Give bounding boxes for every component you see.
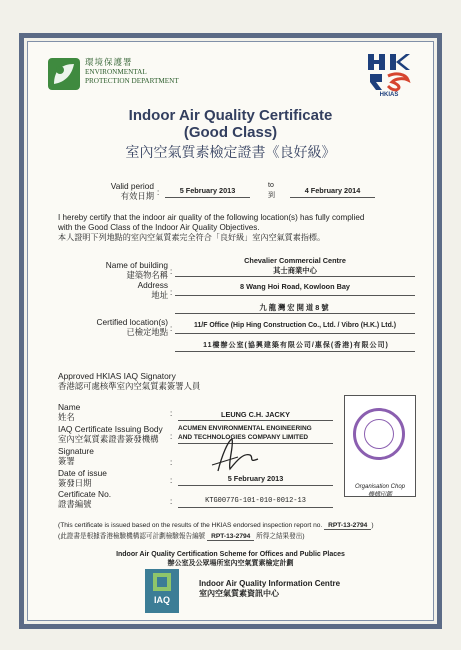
title-line3-zh: 室內空氣質素檢定證書《良好級》 bbox=[125, 145, 336, 161]
info-centre-en: Indoor Air Quality Information Centre bbox=[199, 579, 341, 588]
organisation-chop-label-zh: 機構印鑑 bbox=[367, 492, 392, 498]
colon: : bbox=[170, 324, 173, 333]
valid-period-label bbox=[90, 181, 154, 201]
report-reference bbox=[58, 520, 428, 542]
colon: : bbox=[170, 288, 173, 297]
signature-label-en: Signature bbox=[58, 446, 94, 456]
address-line bbox=[175, 295, 415, 296]
epd-name-zh: 環境保護署 bbox=[85, 57, 133, 67]
address-label-zh: 地址 bbox=[151, 290, 168, 300]
report-line1 bbox=[58, 520, 428, 531]
date-of-issue-label-zh: 簽發日期 bbox=[58, 478, 92, 488]
certified-location-line bbox=[175, 333, 415, 334]
report-line1-prefix: (This certificate is issued based on the results of the HKIAS endorsed inspection report no. bbox=[58, 522, 323, 529]
certified-location-zh: 11樓辦公室(協興建築有限公司/惠保(香港)有限公司) bbox=[203, 342, 389, 349]
signatory-name-label-zh: 姓名 bbox=[58, 412, 75, 422]
valid-to-label bbox=[268, 181, 275, 201]
certified-location-label-en: Certified location(s) bbox=[96, 317, 168, 327]
report-line2-suffix: 所得之結果發出) bbox=[256, 533, 305, 540]
certificate-no-label-en: Certificate No. bbox=[58, 489, 112, 499]
scheme-name bbox=[0, 550, 461, 568]
iaq-logo-text: IAQ bbox=[153, 595, 170, 605]
valid-to-label-en: to bbox=[268, 182, 274, 189]
scheme-name-en: Indoor Air Quality Certification Scheme for Offices and Public Places bbox=[116, 551, 345, 558]
certificate-no-value: KTG0077G-101-010-0012-13 bbox=[205, 497, 306, 505]
scheme-name-zh: 辦公室及公眾場所室內空氣質素檢定計劃 bbox=[167, 560, 294, 567]
address-label-en: Address bbox=[137, 280, 168, 290]
organisation-seal-inner bbox=[364, 419, 394, 449]
issuing-body-label-en: IAQ Certificate Issuing Body bbox=[58, 424, 163, 434]
colon: : bbox=[170, 267, 173, 276]
handwritten-signature-icon bbox=[198, 435, 278, 475]
certified-location-label bbox=[70, 317, 168, 337]
title-line2: (Good Class) bbox=[183, 124, 278, 141]
valid-to-value: 4 February 2014 bbox=[304, 186, 361, 195]
colon: : bbox=[170, 458, 173, 467]
valid-to-label-zh: 到 bbox=[268, 192, 275, 199]
signatory-heading bbox=[58, 371, 200, 391]
certificate-no-label bbox=[58, 489, 111, 509]
issuing-body-line2: AND TECHNOLOGIES COMPANY LIMITED bbox=[178, 434, 309, 441]
report-line1-suffix: ) bbox=[371, 522, 374, 529]
signatory-name-label-en: Name bbox=[58, 402, 81, 412]
colon: : bbox=[157, 188, 160, 197]
colon: : bbox=[170, 432, 173, 441]
date-of-issue-value: 5 February 2013 bbox=[227, 474, 284, 483]
certified-location-en: 11/F Office (Hip Hing Construction Co., Ltd. / Vibro (H.K.) Ltd.) bbox=[194, 322, 396, 329]
date-of-issue-label-en: Date of issue bbox=[58, 468, 107, 478]
building-name-label-zh: 建築物名稱 bbox=[126, 270, 168, 280]
report-line2-prefix: (此證書是根據香港檢驗機構認可計劃檢驗報告編號 bbox=[58, 533, 206, 540]
signatory-name-line bbox=[178, 420, 333, 421]
iaq-logo-icon bbox=[145, 569, 179, 613]
address-label bbox=[70, 280, 168, 300]
organisation-chop-label bbox=[344, 483, 416, 499]
epd-name-en1: ENVIRONMENTAL bbox=[85, 67, 147, 76]
epd-name-en2: PROTECTION DEPARTMENT bbox=[85, 77, 179, 85]
building-name-line bbox=[175, 276, 415, 277]
signature-label-zh: 簽署 bbox=[58, 456, 75, 466]
date-of-issue-label bbox=[58, 468, 107, 488]
organisation-chop-label-en: Organisation Chop bbox=[354, 484, 406, 490]
certificate-no-label-zh: 證書編號 bbox=[58, 499, 92, 509]
issuing-body-label-zh: 室內空氣質素證書簽發機構 bbox=[58, 434, 159, 444]
report-line2 bbox=[58, 531, 428, 542]
address-en: 8 Wang Hoi Road, Kowloon Bay bbox=[240, 282, 350, 291]
info-centre bbox=[199, 579, 340, 599]
issuing-body-line1: ACUMEN ENVIRONMENTAL ENGINEERING bbox=[178, 425, 312, 432]
report-number: RPT-13-2794 bbox=[324, 522, 371, 530]
building-name-label-en: Name of building bbox=[105, 260, 168, 270]
valid-period-label-en: Valid period bbox=[110, 181, 154, 191]
date-of-issue-line bbox=[178, 485, 333, 486]
hkias-logo-icon bbox=[366, 52, 412, 92]
signatory-heading-zh: 香港認可處核準室內空氣質素簽署人員 bbox=[58, 381, 201, 391]
address-zh: 九龍灣宏開道8號 bbox=[259, 303, 331, 312]
valid-from-line bbox=[165, 197, 250, 198]
address-zh-line bbox=[175, 313, 415, 314]
colon: : bbox=[170, 476, 173, 485]
colon: : bbox=[170, 497, 173, 506]
epd-logo-icon bbox=[48, 58, 80, 90]
signatory-name-value: LEUNG C.H. JACKY bbox=[221, 410, 290, 419]
building-name-zh: 其士商業中心 bbox=[273, 266, 317, 275]
hkias-badge: HKIAS bbox=[379, 92, 399, 98]
statement-line3-zh: 本人證明下列地點的室內空氣質素完全符合「良好級」室內空氣質素指標。 bbox=[58, 233, 326, 242]
colon: : bbox=[170, 409, 173, 418]
issuing-body-label bbox=[58, 424, 163, 444]
valid-from-value: 5 February 2013 bbox=[179, 186, 236, 195]
valid-to-line bbox=[290, 197, 375, 198]
signatory-heading-en: Approved HKIAS IAQ Signatory bbox=[58, 371, 176, 381]
title-line1: Indoor Air Quality Certificate bbox=[128, 107, 333, 124]
statement-line1: I hereby certify that the indoor air quality of the following location(s) has fully complied bbox=[58, 213, 365, 222]
certification-statement bbox=[58, 213, 418, 243]
certificate-no-line bbox=[178, 507, 333, 508]
epd-name bbox=[85, 58, 179, 87]
building-name-en: Chevalier Commercial Centre bbox=[244, 256, 346, 265]
signatory-name-label bbox=[58, 402, 80, 422]
building-name-label bbox=[70, 260, 168, 280]
report-number-zh: RPT-13-2794 bbox=[207, 533, 254, 541]
info-centre-zh: 室內空氣質素資訊中心 bbox=[199, 589, 279, 598]
certified-location-label-zh: 已檢定地點 bbox=[126, 327, 168, 337]
signature-label bbox=[58, 446, 94, 466]
valid-period-label-zh: 有效日期 bbox=[120, 191, 154, 201]
certified-location-zh-line bbox=[175, 351, 415, 352]
statement-line2: with the Good Class of the Indoor Air Quality Objectives. bbox=[58, 223, 260, 232]
